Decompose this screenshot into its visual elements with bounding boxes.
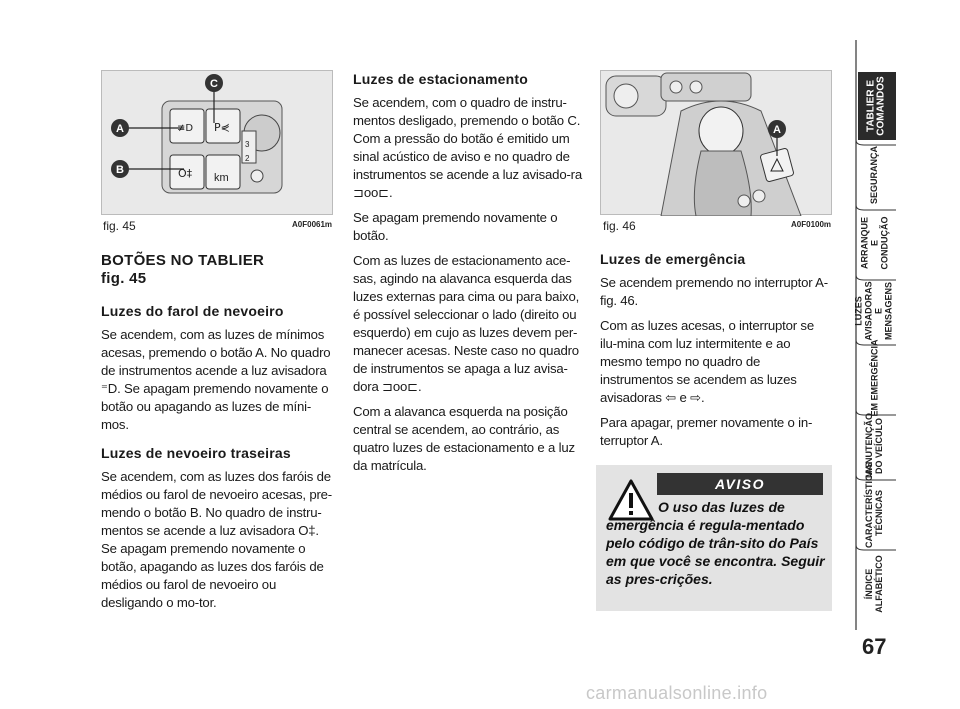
svg-text:≢D: ≢D	[177, 123, 194, 134]
hazard-lights-p3: Para apagar, premer novamente o in-terruptor A.	[600, 415, 813, 448]
rear-fog-lights-text: Se acendem, com as luzes dos faróis de médios ou farol de nevoeiro acesas, pre-mendo o botão B. No quadro de instru-mentos se acende a luz avisadora O‡. Se apagam premendo novamente o botão, apagando as luzes dos faróis de médios ou farol de nevoeiro ou desligando o mo-tor.	[101, 469, 332, 610]
parking-lights-title: Luzes de estacionamento	[353, 71, 528, 87]
parking-lights-p2: Se apagam premendo novamente o botão.	[353, 210, 558, 243]
parking-lights-p1: Se acendem, com o quadro de instru-mentos desligado, premendo o botão C. Com a pressão do botão é emitido um sinal acústico de aviso e no quadro de instrumentos se acende a luz avisado-ra ⊐oo⊏.	[353, 95, 582, 200]
svg-text:A: A	[773, 124, 781, 136]
svg-text:C: C	[210, 78, 218, 90]
watermark: carmanualsonline.info	[586, 683, 768, 703]
tab-tablier-comandos[interactable]: TABLIER E COMANDOS	[858, 72, 896, 140]
page-number: 67	[862, 634, 887, 659]
tab-caracteristicas[interactable]: CARACTERÍSTICAS TÉCNICAS	[864, 461, 884, 548]
fog-lights-text: Se acendem, com as luzes de mínimos acesas, premendo o botão A. No quadro de instrumentos acende a luz avisadora ⁼D. Se apagam premendo novamente o botão ou apagando as luzes de míni-mos.	[101, 327, 331, 432]
svg-text:O‡: O‡	[178, 167, 193, 180]
figure-46	[600, 70, 832, 215]
tab-seguranca[interactable]: SEGURANÇA	[869, 145, 880, 205]
tab-arranque-conducao[interactable]: ARRANQUE E CONDUÇÃO	[859, 216, 889, 270]
svg-text:3: 3	[245, 140, 250, 149]
fig46-caption: fig. 46	[603, 219, 636, 233]
parking-lights-p3: Com as luzes de estacionamento ace-sas, agindo na alavanca esquerda das luzes externas para cima ou para baixo, é possível seleccionar o lado (direito ou esquerdo) em cujo as luzes devem per-manecer acesas. Neste caso no quadro de instrumentos se apaga a luz avisa-dora ⊐oo⊏.	[353, 253, 580, 394]
figure-45	[101, 70, 333, 215]
hazard-lights-p1: Se acendem premendo no interruptor A-fig. 46.	[600, 275, 828, 308]
svg-text:P⋞: P⋞	[214, 121, 230, 134]
tab-luzes-avisadoras[interactable]: LUZES AVISADORAS E MENSAGENS	[854, 281, 894, 341]
svg-text:B: B	[116, 164, 124, 176]
warning-tag: AVISO	[657, 473, 823, 495]
tab-indice[interactable]: ÍNDICE ALFABÉTICO	[864, 555, 884, 613]
fig45-code: A0F0061m	[292, 220, 333, 229]
svg-text:A: A	[116, 123, 124, 135]
fig46-code: A0F0100m	[791, 220, 832, 229]
chapter-sidebar	[852, 0, 960, 709]
right-column	[600, 250, 832, 457]
parking-lights-p4: Com a alavanca esquerda na posição central se acendem, ao contrário, as quatro luzes de estacionamento e a luz da matrícula.	[353, 404, 575, 473]
fig45-caption: fig. 45	[103, 219, 136, 233]
warning-text: O uso das luzes de emergência é regula-mentado pelo código de trân-sito do País em que você se encontra. Seguir as pres-crições.	[606, 499, 825, 587]
rear-fog-lights-title: Luzes de nevoeiro traseiras	[101, 445, 291, 461]
svg-text:km: km	[214, 172, 229, 184]
svg-text:2: 2	[245, 154, 250, 163]
middle-column	[353, 70, 585, 482]
section-heading-figref: fig. 45	[101, 270, 147, 287]
hazard-lights-title: Luzes de emergência	[600, 251, 746, 267]
tab-em-emergencia[interactable]: EM EMERGÊNCIA	[869, 339, 880, 417]
section-heading: BOTÕES NO TABLIER	[101, 252, 265, 269]
warning-box	[596, 465, 832, 611]
tab-manutencao[interactable]: MANUTENÇÃO DO VEÍCULO	[864, 413, 884, 478]
left-column	[101, 252, 333, 619]
hazard-lights-p2: Com as luzes acesas, o interruptor se ilu-mina com luz intermitente e ao mesmo tempo no quadro de instrumentos se acendem as luzes avisadoras ⇦ e ⇨.	[600, 318, 814, 405]
fog-lights-title: Luzes do farol de nevoeiro	[101, 303, 284, 319]
fig45-illustration	[102, 71, 334, 216]
fig46-illustration	[601, 71, 833, 216]
